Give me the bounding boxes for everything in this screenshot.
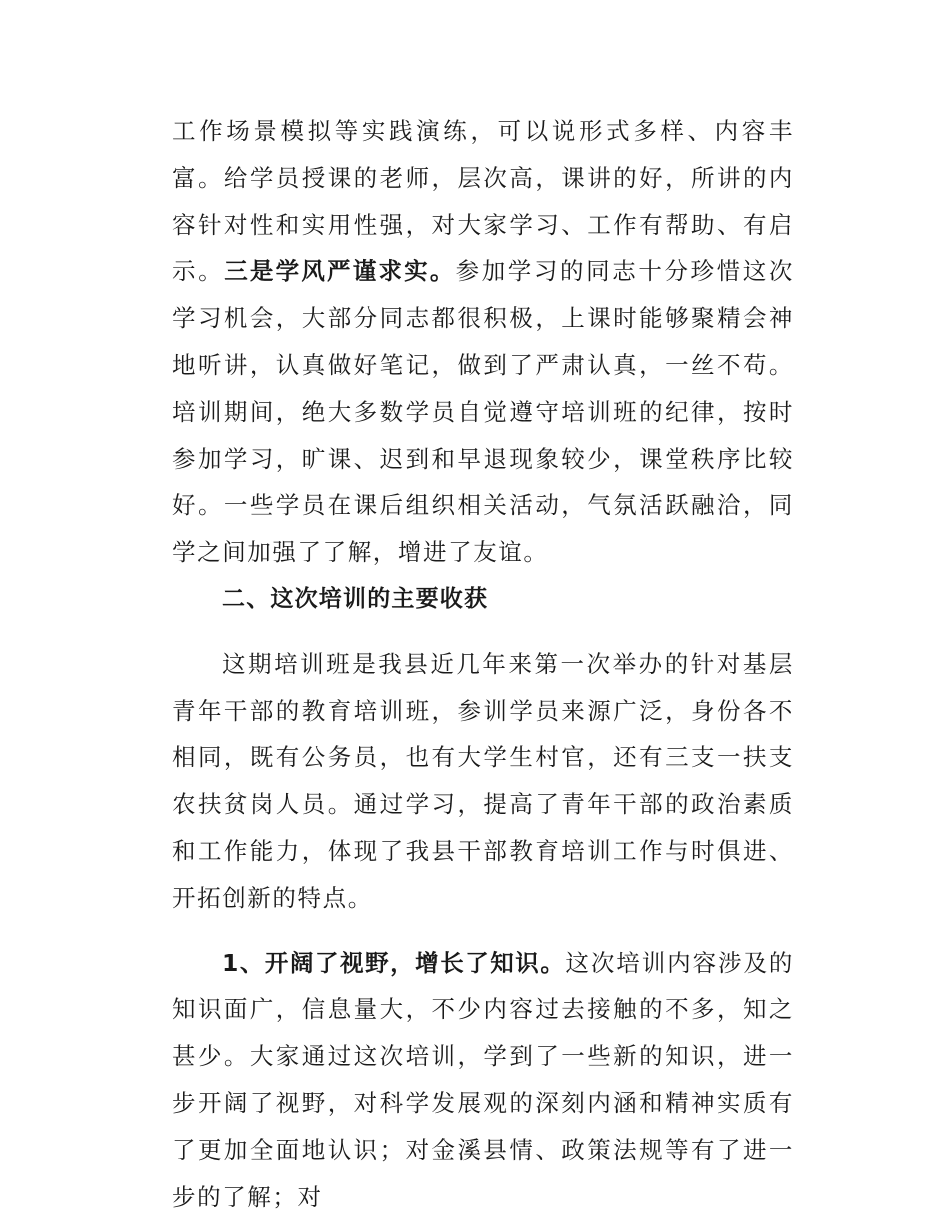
paragraph-text: 工作场景模拟等实践演练，可以说形式多样、内容丰富。给学员授课的老师，层次高，课讲的好，所讲的内容针对性和实用性强，对大家学习、工作有帮助、有启示。	[172, 117, 794, 286]
paragraph-text: 这期培训班是我县近几年来第一次举办的针对基层青年干部的教育培训班，参训学员来源广泛，身份各不相同，既有公务员，也有大学生村官，还有三支一扶支农扶贫岗人员。通过学习，提高了青年干部的政治素质和工作能力，体现了我县干部教育培训工作与时俱进、开拓创新的特点。	[172, 649, 794, 912]
bold-lead-phrase: 三是学风严谨求实。	[224, 257, 456, 286]
paragraph-text: 这次培训内容涉及的知识面广，信息量大，不少内容过去接触的不多，知之甚少。大家通过这次培训，学到了一些新的知识，进一步开阔了视野，对科学发展观的深刻内涵和精神实质有了更加全面地认识；对金溪县情、政策法规等有了进一步的了解；对	[172, 948, 794, 1211]
section-heading: 二、这次培训的主要收获	[222, 585, 489, 612]
paragraph-text: 参加学习的同志十分珍惜这次学习机会，大部分同志都很积极，上课时能够聚精会神地听讲，认真做好笔记，做到了严肃认真，一丝不苟。培训期间，绝大多数学员自觉遵守培训班的纪律，按时参加学习，旷课、迟到和早退现象较少，课堂秩序比较好。一些学员在课后组织相关活动，气氛活跃融洽，同学之间加强了了解，增进了友谊。	[172, 257, 794, 567]
paragraph-continuation	[172, 108, 794, 576]
bold-lead-phrase: 1、开阔了视野，增长了知识。	[222, 948, 566, 977]
document-body	[172, 108, 794, 1220]
paragraph-point-1	[172, 940, 794, 1221]
paragraph-intro	[172, 641, 794, 922]
